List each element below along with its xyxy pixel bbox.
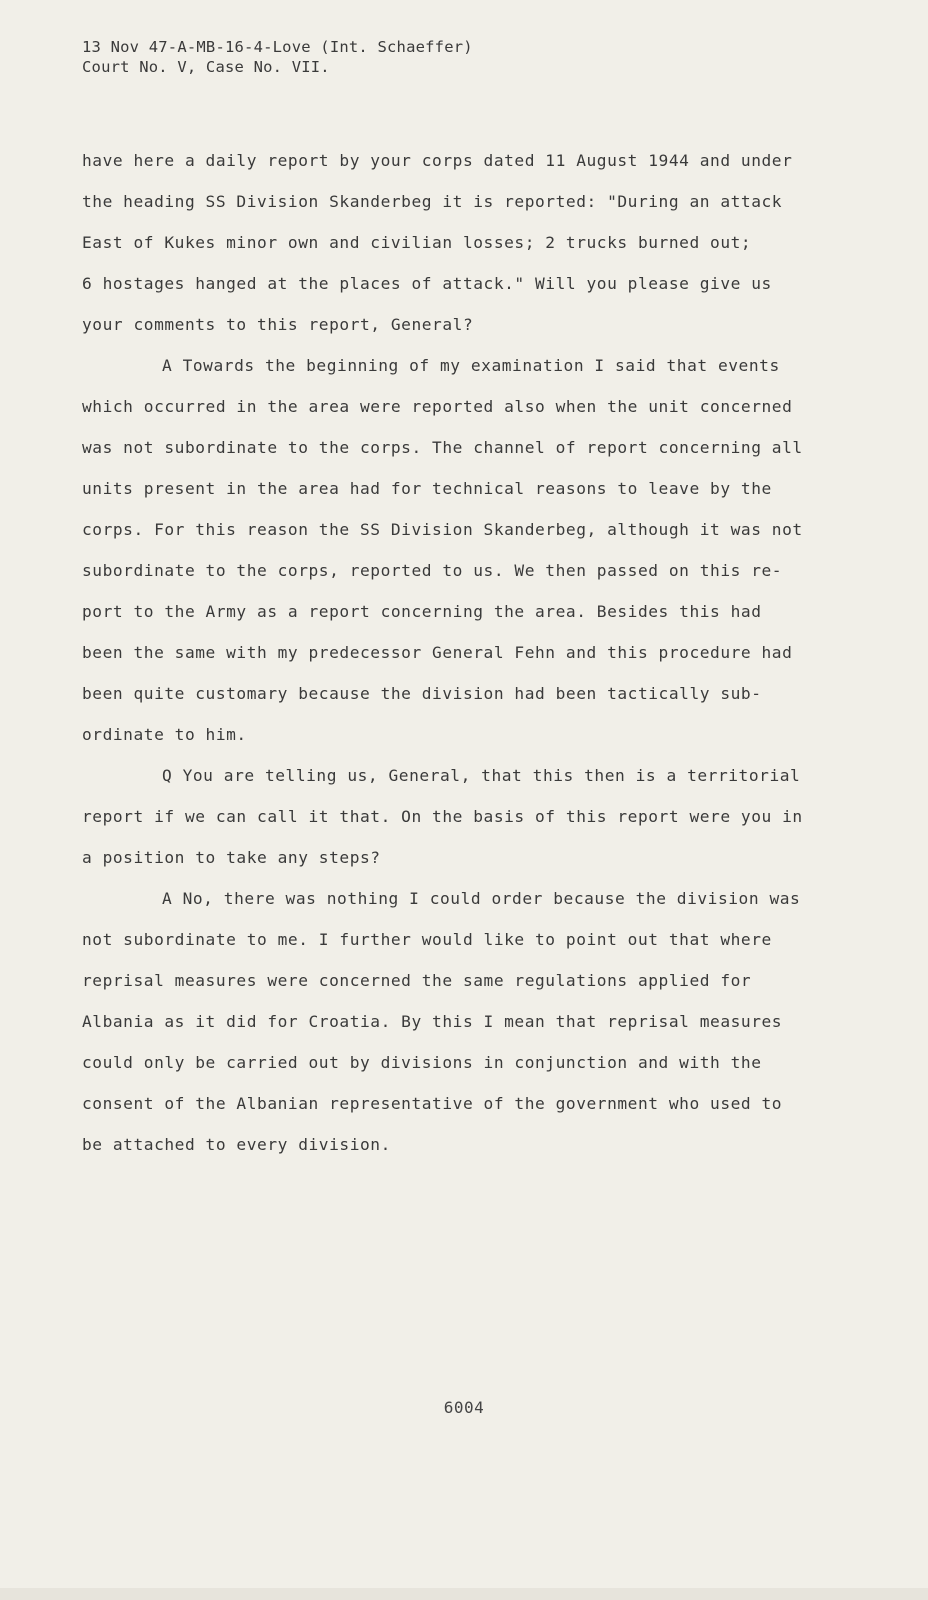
text-line: your comments to this report, General? xyxy=(82,315,474,334)
text-line: was not subordinate to the corps. The channel of report concerning all xyxy=(82,438,803,457)
text-line: 6 hostages hanged at the places of attack." Will you please give us xyxy=(82,274,772,293)
page-number: 6004 xyxy=(443,1398,485,1417)
answer-paragraph-start: A No, there was nothing I could order because the division was xyxy=(162,889,801,908)
text-line: a position to take any steps? xyxy=(82,848,381,867)
text-line: corps. For this reason the SS Division Skanderbeg, although it was not xyxy=(82,520,803,539)
text-line: could only be carried out by divisions in conjunction and with the xyxy=(82,1053,762,1072)
text-line: the heading SS Division Skanderbeg it is reported: "During an attack xyxy=(82,192,783,211)
question-paragraph-start: Q You are telling us, General, that this then is a territorial xyxy=(162,766,801,785)
header-line-1: 13 Nov 47-A-MB-16-4-Love (Int. Schaeffer) xyxy=(82,38,473,56)
text-line: subordinate to the corps, reported to us. We then passed on this re- xyxy=(82,561,783,580)
answer-paragraph-start: A Towards the beginning of my examination I said that events xyxy=(162,356,780,375)
text-line: not subordinate to me. I further would like to point out that where xyxy=(82,930,772,949)
text-line: which occurred in the area were reported also when the unit concerned xyxy=(82,397,793,416)
text-line: been quite customary because the division had been tactically sub- xyxy=(82,684,762,703)
header-line-2: Court No. V, Case No. VII. xyxy=(82,58,330,76)
text-line: Albania as it did for Croatia. By this I mean that reprisal measures xyxy=(82,1012,783,1031)
text-line: reprisal measures were concerned the same regulations applied for xyxy=(82,971,752,990)
text-line: East of Kukes minor own and civilian losses; 2 trucks burned out; xyxy=(82,233,752,252)
page-bottom-edge xyxy=(0,1588,928,1600)
text-line: units present in the area had for technical reasons to leave by the xyxy=(82,479,772,498)
text-line: been the same with my predecessor General Fehn and this procedure had xyxy=(82,643,793,662)
text-line: have here a daily report by your corps dated 11 August 1944 and under xyxy=(82,151,793,170)
text-line: port to the Army as a report concerning the area. Besides this had xyxy=(82,602,762,621)
text-line: ordinate to him. xyxy=(82,725,247,744)
document-header xyxy=(82,37,473,77)
text-line: be attached to every division. xyxy=(82,1135,391,1154)
text-line: report if we can call it that. On the basis of this report were you in xyxy=(82,807,803,826)
text-line: consent of the Albanian representative of the government who used to xyxy=(82,1094,783,1113)
transcript-body xyxy=(82,140,842,1165)
